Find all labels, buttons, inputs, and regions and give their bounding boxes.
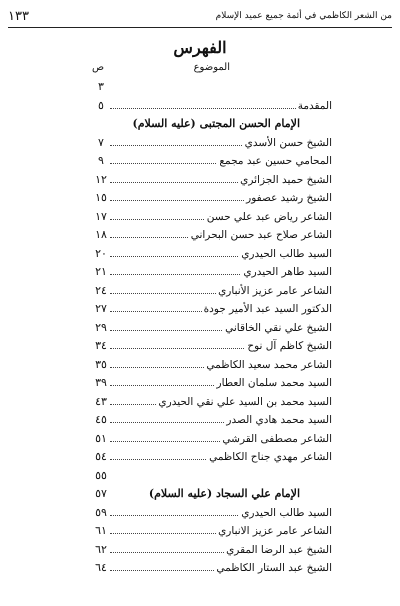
subject-column-header: الموضوع (193, 62, 230, 73)
entry-page-number: ٣٩ (95, 376, 107, 389)
column-headers (0, 62, 400, 76)
entry-label: الإمام الحسن المجتبى (عليه السلام) (131, 115, 301, 134)
running-title: من الشعر الكاظمي في أئمة جميع عميد الإسلام (215, 11, 392, 21)
entry-label: الشيخ عبد الرضا المقري (224, 541, 332, 560)
entry-label: الشاعر مصطفى القرشي (220, 430, 332, 449)
entry-label: الإمام علي السجاد (عليه السلام) (147, 485, 300, 504)
toc-entry (0, 300, 400, 319)
entry-page-number: ٦١ (95, 524, 107, 537)
entry-page-number: ٥ (98, 98, 104, 112)
entry-page-number: ٣ (98, 80, 104, 93)
toc-entry (0, 226, 400, 245)
entry-label: الشاعر عامر عزيز الانباري (216, 522, 332, 541)
section-heading (0, 485, 400, 504)
entry-label: الشيخ حميد الجزائري (238, 171, 332, 190)
entry-label: الشيخ عبد الستار الكاظمي (214, 559, 332, 578)
entry-label: الشيخ رشيد عصفور (244, 189, 332, 208)
page-number: ١٣٣ (8, 8, 29, 24)
entry-page-number: ١٢ (95, 172, 107, 186)
entry-label: السيد محمد بن السيد علي نقي الحيدري (156, 393, 332, 412)
entry-page-number: ٧ (98, 135, 104, 149)
entry-page-number: ٥١ (95, 431, 107, 445)
entry-page-number: ٤٣ (95, 394, 107, 408)
toc-entry (0, 374, 400, 393)
entry-label: السيد طالب الحيدري (239, 245, 332, 264)
entry-page-number: ٥٥ (95, 468, 107, 482)
toc-entry (0, 411, 400, 430)
running-header (8, 8, 392, 28)
toc-entry (0, 152, 400, 171)
toc-entry (0, 356, 400, 375)
entry-label: الدكتور السيد عبد الأمير جودة (202, 300, 332, 319)
entry-page-number: ٣٥ (95, 357, 107, 371)
entry-label: المحامي حسين عبد مجمع (217, 152, 332, 171)
entry-page-number: ٥٧ (95, 487, 107, 500)
entry-page-number: ٣٤ (95, 339, 107, 352)
entry-label: الشاعر صلاح عبد حسن البحراني (189, 226, 332, 245)
toc-list (0, 78, 400, 578)
entry-label: السيد محمد سلمان العطار (215, 374, 332, 393)
entry-page-number: ٦٤ (95, 561, 107, 574)
toc-entry (0, 541, 400, 560)
entry-page-number: ١٥ (95, 191, 107, 204)
toc-entry (0, 189, 400, 208)
toc-entry (0, 319, 400, 338)
toc-entry (0, 208, 400, 227)
entry-page-number: ٢٤ (95, 283, 107, 297)
section-heading (0, 115, 400, 134)
toc-entry (0, 134, 400, 153)
entry-page-number: ٤٥ (95, 413, 107, 426)
entry-page-number: ١٧ (95, 209, 107, 223)
page-column-header: ص (92, 62, 105, 73)
entry-label: الشاعر محمد سعيد الكاظمي (204, 356, 332, 375)
entry-page-number: ٥٤ (95, 450, 107, 463)
toc-entry (0, 171, 400, 190)
entry-page-number: ٢١ (95, 265, 107, 278)
entry-page-number: ٢٧ (95, 302, 107, 315)
entry-page-number: ١٨ (95, 228, 107, 241)
entry-label: الشاعر عامر عزيز الأنباري (216, 282, 332, 301)
entry-label: الشاعر رياض عبد علي حسن (205, 208, 332, 227)
entry-page-number: ٥٩ (95, 505, 107, 519)
toc-entry (0, 263, 400, 282)
entry-label: الشيخ كاظم آل نوح (245, 337, 332, 356)
toc-entry (0, 393, 400, 412)
entry-page-number: ٩ (98, 154, 104, 167)
toc-entry (0, 430, 400, 449)
entry-label: المقدمة (296, 97, 332, 116)
toc-entry (0, 504, 400, 523)
toc-entry (0, 467, 400, 486)
toc-entry (0, 522, 400, 541)
entry-page-number: ٢٩ (95, 320, 107, 334)
entry-label: الشيخ علي نقي الخاقاني (223, 319, 332, 338)
toc-entry (0, 78, 400, 97)
toc-entry (0, 559, 400, 578)
entry-label: السيد محمد هادي الصدر (224, 411, 332, 430)
entry-page-number: ٢٠ (95, 246, 107, 260)
entry-label: الشاعر مهدي جناح الكاظمي (207, 448, 332, 467)
entry-label: الشيخ حسن الأسدي (243, 134, 332, 153)
entry-label: السيد طاهر الحيدري (241, 263, 332, 282)
toc-entry (0, 337, 400, 356)
toc-entry (0, 448, 400, 467)
page-title: الفهرس (173, 38, 227, 57)
entry-page-number: ٦٢ (95, 542, 107, 556)
entry-label: السيد طالب الحيدري (239, 504, 332, 523)
toc-entry (0, 97, 400, 116)
toc-entry (0, 245, 400, 264)
toc-entry (0, 282, 400, 301)
